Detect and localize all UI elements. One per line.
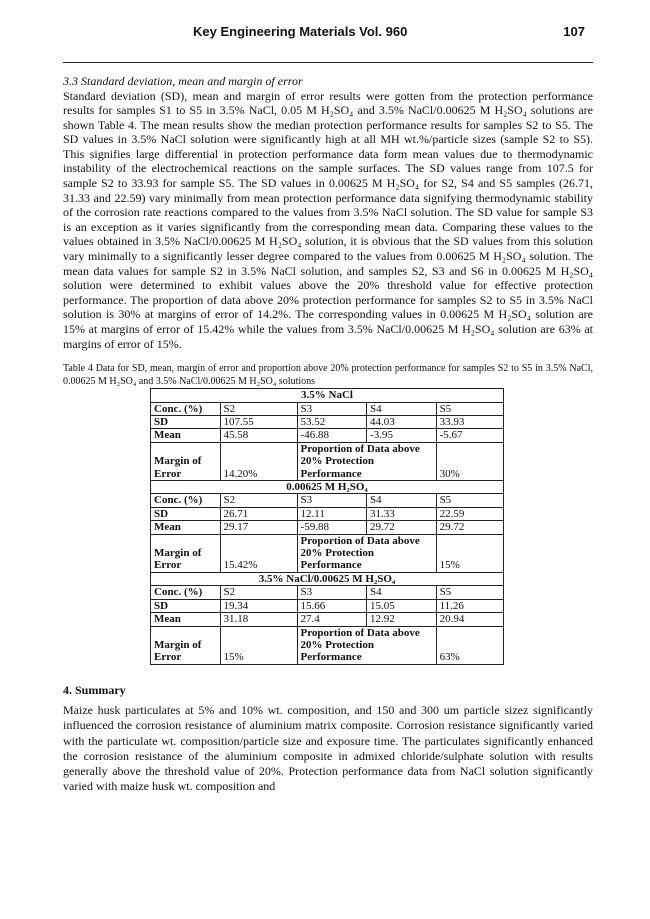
table-caption: Table 4 Data for SD, mean, margin of error and proportion above 20% protection performance for samples S2 to S5 in 3.5% NaCl, 0.00625 M H₂SO₄ and 3.5% NaCl/0.00625 M H₂SO₄ solutions xyxy=(63,363,593,387)
table-cell: 29.72 xyxy=(367,521,437,534)
table-row xyxy=(151,507,504,520)
page-number: 107 xyxy=(563,24,585,39)
table-row xyxy=(151,429,504,442)
journal-title: Key Engineering Materials Vol. 960 xyxy=(193,24,408,39)
proportion-label: Proportion of Data above 20% Protection Performance xyxy=(297,626,436,664)
proportion-label: Proportion of Data above 20% Protection Performance xyxy=(297,442,436,480)
table-cell: S5 xyxy=(436,402,503,415)
table-cell: 44.03 xyxy=(367,416,437,429)
table-cell: 19.34 xyxy=(220,599,297,612)
table-cell: 31.33 xyxy=(367,507,437,520)
table-cell: 53.52 xyxy=(297,416,367,429)
margin-value: 15% xyxy=(220,626,297,664)
margin-label: Margin of Error xyxy=(151,442,221,480)
table-cell: 31.18 xyxy=(220,613,297,626)
table-cell: 26.71 xyxy=(220,507,297,520)
page-header xyxy=(63,20,593,42)
summary-heading: 4. Summary xyxy=(63,682,126,697)
margin-value: 15.42% xyxy=(220,534,297,572)
table-cell: 29.17 xyxy=(220,521,297,534)
margin-row xyxy=(151,534,504,572)
table-cell: 20.94 xyxy=(436,613,503,626)
section-paragraph: Standard deviation (SD), mean and margin of error results were gotten from the protection performance results for samples S1 to S5 in 3.5% NaCl, 0.05 M H₂SO₄ and 3.5% NaCl/0.00625 M H₂SO₄ solutions are shown Table 4. The mean results show the median protection performance results for samples S2 to S5. The SD values in 3.5% NaCl solution were significantly high at all MH wt.%/particle sizes (sample S2 to S5). This signifies large differential in protection performance data form mean values due to thermodynamic instability of the electrochemical reactions on the sample surfaces. The SD values range from 107.5 for sample S2 to 33.93 for sample S5. The SD values in 0.00625 M H₂SO₄ for S2, S4 and S5 samples (26.71, 31.33 and 22.59) vary minimally from mean protection performance data signifying thermodynamic stability of the corrosion rate reactions compared to the values from 3.5% NaCl solution. The SD value for sample S3 is an exception as it varies significantly from the corresponding mean data. Comparing these values to the values obtained in 3.5% NaCl/0.00625 M H₂SO₄ solution, it is obvious that the SD values from this solution vary minimally to a significantly lesser degree compared to the values from 0.00625 M H₂SO₄ solution. The mean data values for sample S2 in 3.5% NaCl solution, and samples S2, S3 and S6 in 0.00625 M H₂SO₄ solution were determined to exhibit values above the 20% threshold value for effective protection performance. The proportion of data above 20% protection performance for samples S2 to S5 in 3.5% NaCl solution is 30% at margins of error of 14.2%. The corresponding values in 0.00625 M H₂SO₄ solution are 15% at margins of error of 15.42% while the values from 3.5% NaCl/0.00625 M H₂SO₄ solution are 63% at margins of error of 15%. xyxy=(63,88,593,351)
header-rule xyxy=(63,62,593,63)
table-cell: S2 xyxy=(220,402,297,415)
page-content xyxy=(63,74,593,794)
table-row xyxy=(151,494,504,507)
group-title: 3.5% NaCl/0.00625 M H₂SO₄ xyxy=(151,572,504,585)
table-row xyxy=(151,599,504,612)
summary-paragraph: Maize husk particulates at 5% and 10% wt. composition, and 150 and 300 um particle sizez significantly influenced the corrosion resistance of aluminium matrix composite. Corrosion resistance significantly varied with the particulate wt. composition/particle size and exposure time. The particulates significantly enhanced the corrosion resistance of the aluminium composite in admixed chloride/sulphate solution with results generally above the threshold value of 20%. Protection performance data from NaCl solution significantly varied with maize husk wt. composition and xyxy=(63,703,593,794)
table-row xyxy=(151,402,504,415)
table-group-header xyxy=(151,572,504,585)
table-cell: 11.26 xyxy=(436,599,503,612)
row-label: Conc. (%) xyxy=(151,494,221,507)
row-label: Mean xyxy=(151,613,221,626)
table-group-header xyxy=(151,389,504,402)
table-cell: -5.67 xyxy=(436,429,503,442)
table-row xyxy=(151,521,504,534)
row-label: Mean xyxy=(151,429,221,442)
table-cell: 15.66 xyxy=(297,599,367,612)
table-cell: 29.72 xyxy=(436,521,503,534)
table-cell: S3 xyxy=(297,402,367,415)
table-cell: S5 xyxy=(436,586,503,599)
group-title: 3.5% NaCl xyxy=(151,389,504,402)
row-label: SD xyxy=(151,507,221,520)
table-cell: S3 xyxy=(297,586,367,599)
table-cell: S4 xyxy=(367,402,437,415)
row-label: Conc. (%) xyxy=(151,402,221,415)
table-row xyxy=(151,613,504,626)
table-cell: S5 xyxy=(436,494,503,507)
table-cell: 22.59 xyxy=(436,507,503,520)
table-cell: S2 xyxy=(220,586,297,599)
margin-value: 14.20% xyxy=(220,442,297,480)
section-heading: 3.3 Standard deviation, mean and margin of error xyxy=(63,74,303,88)
table-cell: S3 xyxy=(297,494,367,507)
row-label: SD xyxy=(151,416,221,429)
group-title: 0.00625 M H₂SO₄ xyxy=(151,481,504,494)
margin-label: Margin of Error xyxy=(151,626,221,664)
table-cell: 45.58 xyxy=(220,429,297,442)
table-cell: -3.95 xyxy=(367,429,437,442)
table-cell: S4 xyxy=(367,494,437,507)
table-row xyxy=(151,416,504,429)
table-cell: S4 xyxy=(367,586,437,599)
table-cell: 27.4 xyxy=(297,613,367,626)
proportion-label: Proportion of Data above 20% Protection Performance xyxy=(297,534,436,572)
table-cell: -59.88 xyxy=(297,521,367,534)
table-row xyxy=(151,586,504,599)
row-label: SD xyxy=(151,599,221,612)
table-cell: 107.55 xyxy=(220,416,297,429)
margin-row xyxy=(151,442,504,480)
table-cell: 12.92 xyxy=(367,613,437,626)
table-cell: 15.05 xyxy=(367,599,437,612)
results-table xyxy=(150,388,504,665)
table-cell: S2 xyxy=(220,494,297,507)
proportion-value: 15% xyxy=(436,534,503,572)
table-cell: -46.88 xyxy=(297,429,367,442)
table-cell: 12.11 xyxy=(297,507,367,520)
row-label: Mean xyxy=(151,521,221,534)
row-label: Conc. (%) xyxy=(151,586,221,599)
proportion-value: 63% xyxy=(436,626,503,664)
table-cell: 33.93 xyxy=(436,416,503,429)
table-group-header xyxy=(151,481,504,494)
margin-label: Margin of Error xyxy=(151,534,221,572)
margin-row xyxy=(151,626,504,664)
proportion-value: 30% xyxy=(436,442,503,480)
